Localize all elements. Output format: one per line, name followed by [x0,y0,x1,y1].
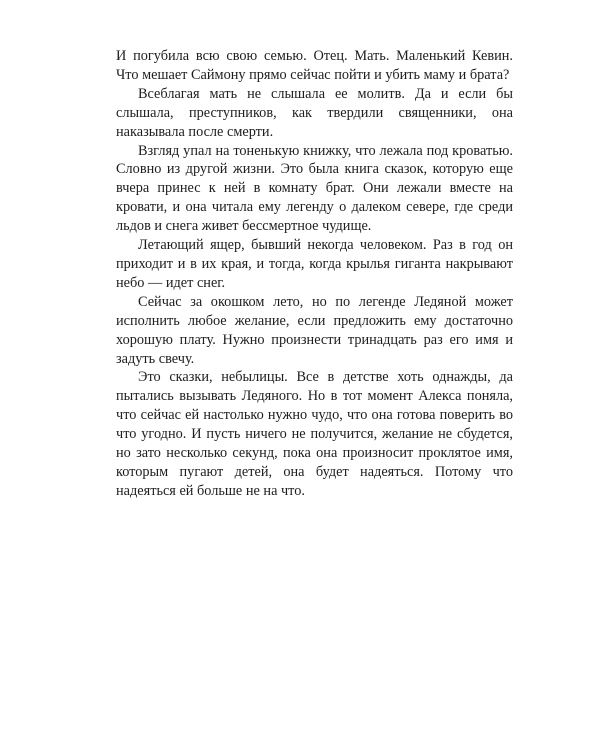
paragraph-1: И погубила всю свою семью. Отец. Мать. Маленький Кевин. Что мешает Саймону прямо сейчас пойти и убить маму и брата? [116,48,513,83]
paragraph-4: Летающий ящер, бывший некогда человеком. Раз в год он приходит и в их края, и тогда, когда крылья гиганта накрывают небо — идет снег. [116,237,513,291]
paragraph-2: Всеблагая мать не слышала ее молитв. Да и если бы слышала, преступников, как твердили священники, она наказывала после смерти. [116,85,513,140]
paragraph-6: Это сказки, небылицы. Все в детстве хоть однажды, да пытались вызывать Ледяного. Но в тот момент Алекса поняла, что сейчас ей настолько нужно чудо, что она готова поверить во что угодно. И пусть ничего не получится, желание не сбудется, но зато несколько секунд, пока она произносит проклятое имя, которым пугают детей, она будет надеяться. Потому что надеяться ей больше не на что. [116,369,513,499]
paragraph-3: Взгляд упал на тоненькую книжку, что лежала под кроватью. Словно из другой жизни. Это была книга сказок, которую еще вчера принес к ней в комнату брат. Они лежали вместе на кровати, и она читала ему легенду о далеком севере, где среди льдов и снега живет бессмертное чудище. [116,142,513,235]
paragraph-5: Сейчас за окошком лето, но по легенде Ледяной может исполнить любое желание, если предложить ему достаточно хорошую плату. Нужно произнести тринадцать раз его имя и задуть свечу. [116,293,513,367]
page-text [116,47,513,501]
